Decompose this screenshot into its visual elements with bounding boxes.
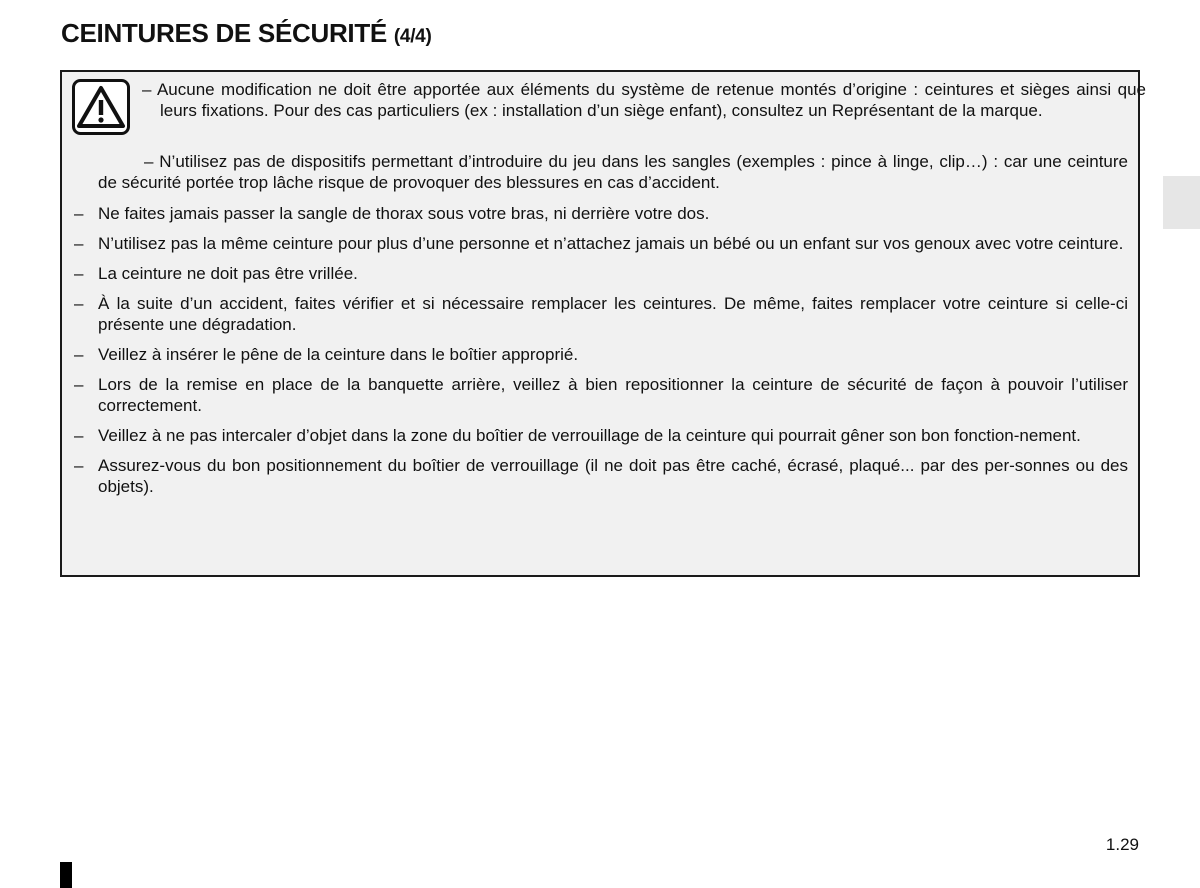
warning-intro-text: – Aucune modification ne doit être apportée aux éléments du système de retenue montés d’origine : ceintures et sièges ainsi que leurs fixations. Pour des cas particuliers (ex : installation d’un siège enfant), consultez un Représentant de la marque.	[142, 80, 1146, 120]
corner-print-mark	[60, 862, 72, 888]
list-dash: –	[74, 234, 84, 253]
warning-list	[74, 203, 1128, 506]
list-dash: –	[74, 456, 84, 475]
list-item-text: Assurez-vous du bon positionnement du boîtier de verrouillage (il ne doit pas être caché, écrasé, plaqué... par des per-sonnes ou des objets).	[98, 456, 1128, 496]
list-item	[74, 293, 1128, 335]
list-item-text: Veillez à ne pas intercaler d’objet dans la zone du boîtier de verrouillage de la ceinture qui pourrait gêner son bon fonction-nement.	[98, 426, 1081, 445]
list-item	[74, 203, 1128, 224]
list-dash: –	[74, 375, 84, 394]
list-item-text: N’utilisez pas la même ceinture pour plus d’une personne et n’attachez jamais un bébé ou un enfant sur vos genoux avec votre ceinture.	[98, 234, 1124, 253]
list-dash: –	[74, 426, 84, 445]
list-item-text: Ne faites jamais passer la sangle de thorax sous votre bras, ni derrière votre dos.	[98, 204, 710, 223]
list-item	[74, 263, 1128, 284]
list-item	[74, 455, 1128, 497]
page-number: 1.29	[1105, 835, 1139, 854]
list-item-text: Lors de la remise en place de la banquette arrière, veillez à bien repositionner la ceinture de sécurité de façon à pouvoir l’utiliser correctement.	[98, 375, 1128, 415]
list-item-text: La ceinture ne doit pas être vrillée.	[98, 264, 358, 283]
warning-second-text: – N’utilisez pas de dispositifs permettant d’introduire du jeu dans les sangles (exemples : pince à linge, clip…) : car une ceinture de sécurité portée trop lâche risque de provoquer des blessures en cas d’accident.	[98, 152, 1128, 192]
list-dash: –	[74, 345, 84, 364]
list-item	[74, 374, 1128, 416]
list-item-text: À la suite d’un accident, faites vérifier et si nécessaire remplacer les ceintures. De même, faites remplacer votre ceinture si celle-ci présente une dégradation.	[98, 294, 1128, 334]
chapter-side-tab	[1163, 176, 1200, 229]
list-dash: –	[74, 294, 84, 313]
list-item	[74, 344, 1128, 365]
list-dash: –	[74, 204, 84, 223]
list-item-text: Veillez à insérer le pêne de la ceinture dans le boîtier approprié.	[98, 345, 579, 364]
warning-box	[60, 70, 1146, 577]
list-item	[74, 425, 1128, 446]
page-title-text: CEINTURES DE SÉCURITÉ	[61, 18, 387, 48]
page-title	[61, 18, 431, 49]
page-title-suffix: (4/4)	[393, 26, 432, 47]
list-dash: –	[74, 264, 84, 283]
list-item	[74, 233, 1128, 254]
warning-triangle-icon	[72, 79, 130, 135]
